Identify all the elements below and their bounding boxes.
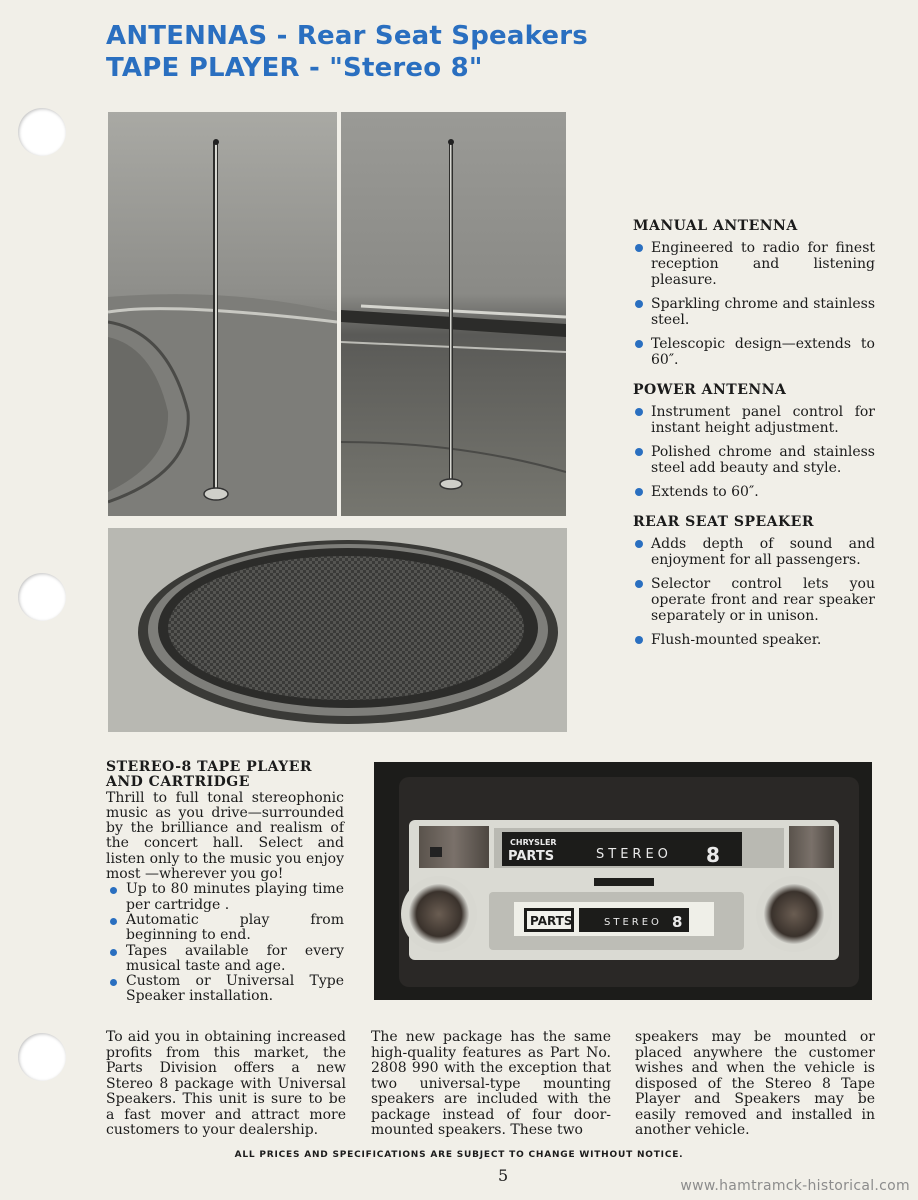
body-column-3: speakers may be mounted or placed anywhere the customer wishes and when the vehicle is disposed of the Stereo 8 Tape Player and Speakers may be easily removed and installed in another vehicle. [635,1029,875,1138]
list-item [633,632,875,648]
rear-seat-speaker-list [633,536,875,648]
stereo-8-intro: Thrill to full tonal stereophonic music as you drive—surrounded by the brilliance and realism of the concert hall. Select and listen only to the music you enjoy most —wherever you go! [106,789,344,883]
manual-antenna-heading: MANUAL ANTENNA [633,218,798,234]
bullet-icon [635,300,643,308]
body-column-2: The new package has the same high-quality features as Part No. 2808 990 with the exception that two universal-type mounting speakers are included with the package instead of four door-mounted speakers. These two [371,1029,611,1138]
bullet-icon [635,488,643,496]
player-model-num: 8 [706,843,720,867]
list-item [633,576,875,624]
list-item [633,240,875,288]
list-item [633,484,875,500]
list-item-text: Sparkling chrome and stainless steel. [651,296,876,328]
body-column-1: To aid you in obtaining increased profits from this market, the Parts Division offers a new Stereo 8 package with Universal Speakers. This unit is sure to be a fast mover and attract more customers to your dealership. [106,1029,346,1138]
power-antenna-heading: POWER ANTENNA [633,382,787,398]
bullet-icon [635,636,643,644]
binder-hole-top [18,108,66,156]
bullet-icon [110,979,117,986]
bullet-icon [110,918,117,925]
list-item-text: Extends to 60″. [651,484,759,500]
watermark: www.hamtramck-historical.com [680,1178,910,1194]
cartridge-model: STEREO [604,917,662,928]
list-item [106,913,344,944]
list-item [106,882,344,913]
manual-antenna-list [633,240,875,368]
stereo-8-description [106,760,344,1019]
stereo-8-heading [106,760,344,791]
rear-seat-speaker-photo [108,528,567,732]
list-item-text: Selector control lets you operate front and rear speaker separately or in unison. [651,576,875,624]
list-item-text: Telescopic design—extends to 60″. [651,336,875,368]
title-line-2: TAPE PLAYER - "Stereo 8" [106,53,483,83]
page-title [106,20,588,84]
cartridge-brand: PARTS [530,914,573,928]
rear-seat-speaker-heading: REAR SEAT SPEAKER [633,514,814,530]
footer-disclaimer: ALL PRICES AND SPECIFICATIONS ARE SUBJECT TO CHANGE WITHOUT NOTICE. [234,1150,684,1160]
stereo-8-heading-line-2: AND CARTRIDGE [106,774,250,791]
stereo-8-feature-list [106,882,344,1004]
list-item-text: Polished chrome and stainless steel add beauty and style. [651,444,875,476]
binder-hole-middle [18,573,66,621]
list-item [633,444,875,476]
title-line-1: ANTENNAS - Rear Seat Speakers [106,21,588,51]
bullet-icon [635,340,643,348]
stereo-8-player-photo [374,762,872,1000]
page-number: 5 [498,1166,509,1185]
manual-antenna-photo [108,112,337,516]
stereo-8-heading-line-1: STEREO-8 TAPE PLAYER [106,759,313,775]
list-item-text: Engineered to radio for finest reception and listening pleasure. [651,240,875,288]
bullet-icon [635,448,643,456]
player-brand-small: CHRYSLER [510,838,557,847]
list-item-text: Flush-mounted speaker. [651,632,822,648]
list-item-text: Custom or Universal Type Speaker installation. [126,973,344,1005]
player-model: STEREO [596,847,672,862]
binder-hole-bottom [18,1033,66,1081]
bullet-icon [110,949,117,956]
cartridge-model-num: 8 [672,913,683,931]
list-item [633,296,875,328]
list-item-text: Tapes available for every musical taste and age. [126,942,344,974]
list-item-text: Adds depth of sound and enjoyment for all passengers. [651,536,875,568]
list-item-text: Instrument panel control for instant height adjustment. [651,404,875,436]
power-antenna-list [633,404,875,500]
list-item [633,336,875,368]
list-item [633,404,875,436]
list-item-text: Automatic play from beginning to end. [126,911,344,944]
bullet-icon [635,244,643,252]
player-brand: PARTS [508,849,555,864]
list-item [106,944,344,975]
bullet-icon [110,887,117,894]
bullet-icon [635,408,643,416]
list-item [633,536,875,568]
bullet-icon [635,580,643,588]
power-antenna-photo [341,112,566,516]
list-item [106,974,344,1005]
list-item-text: Up to 80 minutes playing time per cartridge . [126,881,344,913]
antenna-speaker-features [633,218,875,662]
bullet-icon [635,540,643,548]
